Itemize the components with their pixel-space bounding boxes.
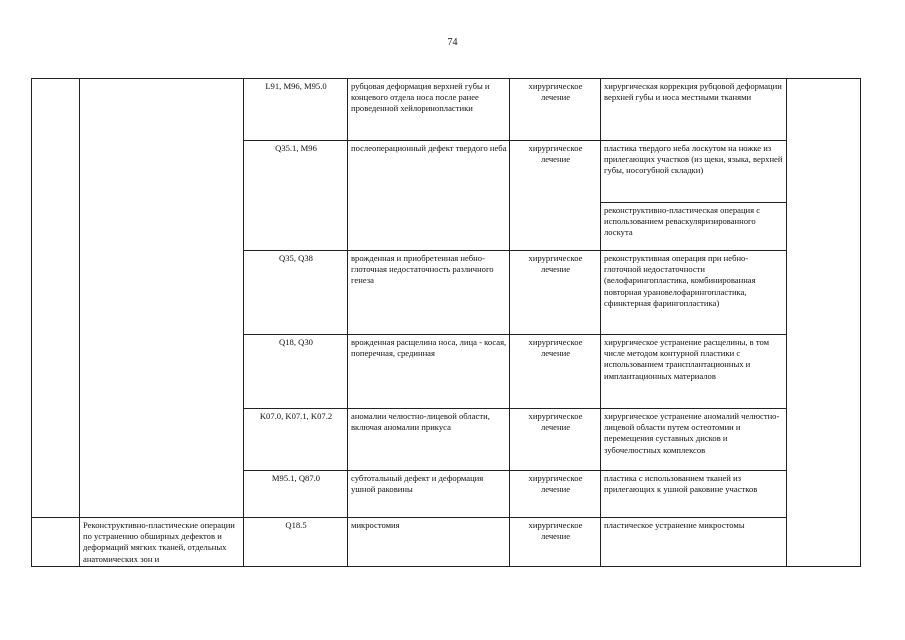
code-cell: Q18, Q30 — [244, 335, 348, 409]
code-cell: M95.1, Q87.0 — [244, 471, 348, 518]
extra-cell — [787, 79, 861, 567]
condition-cell: рубцовая деформация верхней губы и концевого отдела носа после ранее проведенной хейлоринопластики — [348, 79, 510, 141]
condition-cell: субтотальный дефект и деформация ушной раковины — [348, 471, 510, 518]
code-cell: Q18.5 — [244, 518, 348, 567]
treatment-type-cell: хирургическое лечение — [510, 471, 601, 518]
page-number: 74 — [447, 37, 458, 48]
section-label-cell: Реконструктивно-пластические операции по устранению обширных дефектов и деформаций мягких тканей, отдельных анатомических зон и — [80, 518, 244, 567]
condition-cell: аномалии челюстно-лицевой области, включая аномалии прикуса — [348, 409, 510, 471]
treatment-type-cell: хирургическое лечение — [510, 409, 601, 471]
condition-cell: послеоперационный дефект твердого неба — [348, 141, 510, 251]
method-cell: пластика с использованием тканей из прилегающих к ушной раковине участков — [601, 471, 787, 518]
method-cell: пластика твердого неба лоскутом на ножке из прилегающих участков (из щеки, языка, верхней губы, носогубной складки) — [601, 141, 787, 203]
method-cell: реконструктивно-пластическая операция с использованием реваскуляризированного лоскута — [601, 203, 787, 251]
treatment-type-cell: хирургическое лечение — [510, 335, 601, 409]
code-cell: Q35, Q38 — [244, 251, 348, 335]
condition-cell: микростомия — [348, 518, 510, 567]
method-cell: хирургическое устранение аномалий челюстно-лицевой области путем остеотомии и перемещения суставных дисков и зубочелюстных комплексов — [601, 409, 787, 471]
code-cell: L91, M96, M95.0 — [244, 79, 348, 141]
method-cell: хирургическое устранение расщелины, в том числе методом контурной пластики с использованием трансплантационных и имплантационных материалов — [601, 335, 787, 409]
condition-cell: врожденная и приобретенная небно-глоточная недостаточность различного генеза — [348, 251, 510, 335]
condition-cell: врожденная расщелина носа, лица - косая, поперечная, срединная — [348, 335, 510, 409]
method-cell: пластическое устранение микростомы — [601, 518, 787, 567]
method-cell: реконструктивная операция при небно-глоточной недостаточности (велофарингопластика, комбинированная повторная урановелофарингопластика, сфинктерная фарингопластика) — [601, 251, 787, 335]
treatment-type-cell: хирургическое лечение — [510, 141, 601, 251]
table-row — [32, 79, 861, 141]
number-cell — [32, 79, 80, 518]
code-cell: Q35.1, M96 — [244, 141, 348, 251]
treatment-type-cell: хирургическое лечение — [510, 251, 601, 335]
table-row — [32, 518, 861, 567]
treatment-type-cell: хирургическое лечение — [510, 79, 601, 141]
method-cell: хирургическая коррекция рубцовой деформации верхней губы и носа местными тканями — [601, 79, 787, 141]
procedures-table — [31, 78, 861, 567]
treatment-type-cell: хирургическое лечение — [510, 518, 601, 567]
code-cell: K07.0, K07.1, K07.2 — [244, 409, 348, 471]
number-cell — [32, 518, 80, 567]
section-cell-blank — [80, 79, 244, 518]
